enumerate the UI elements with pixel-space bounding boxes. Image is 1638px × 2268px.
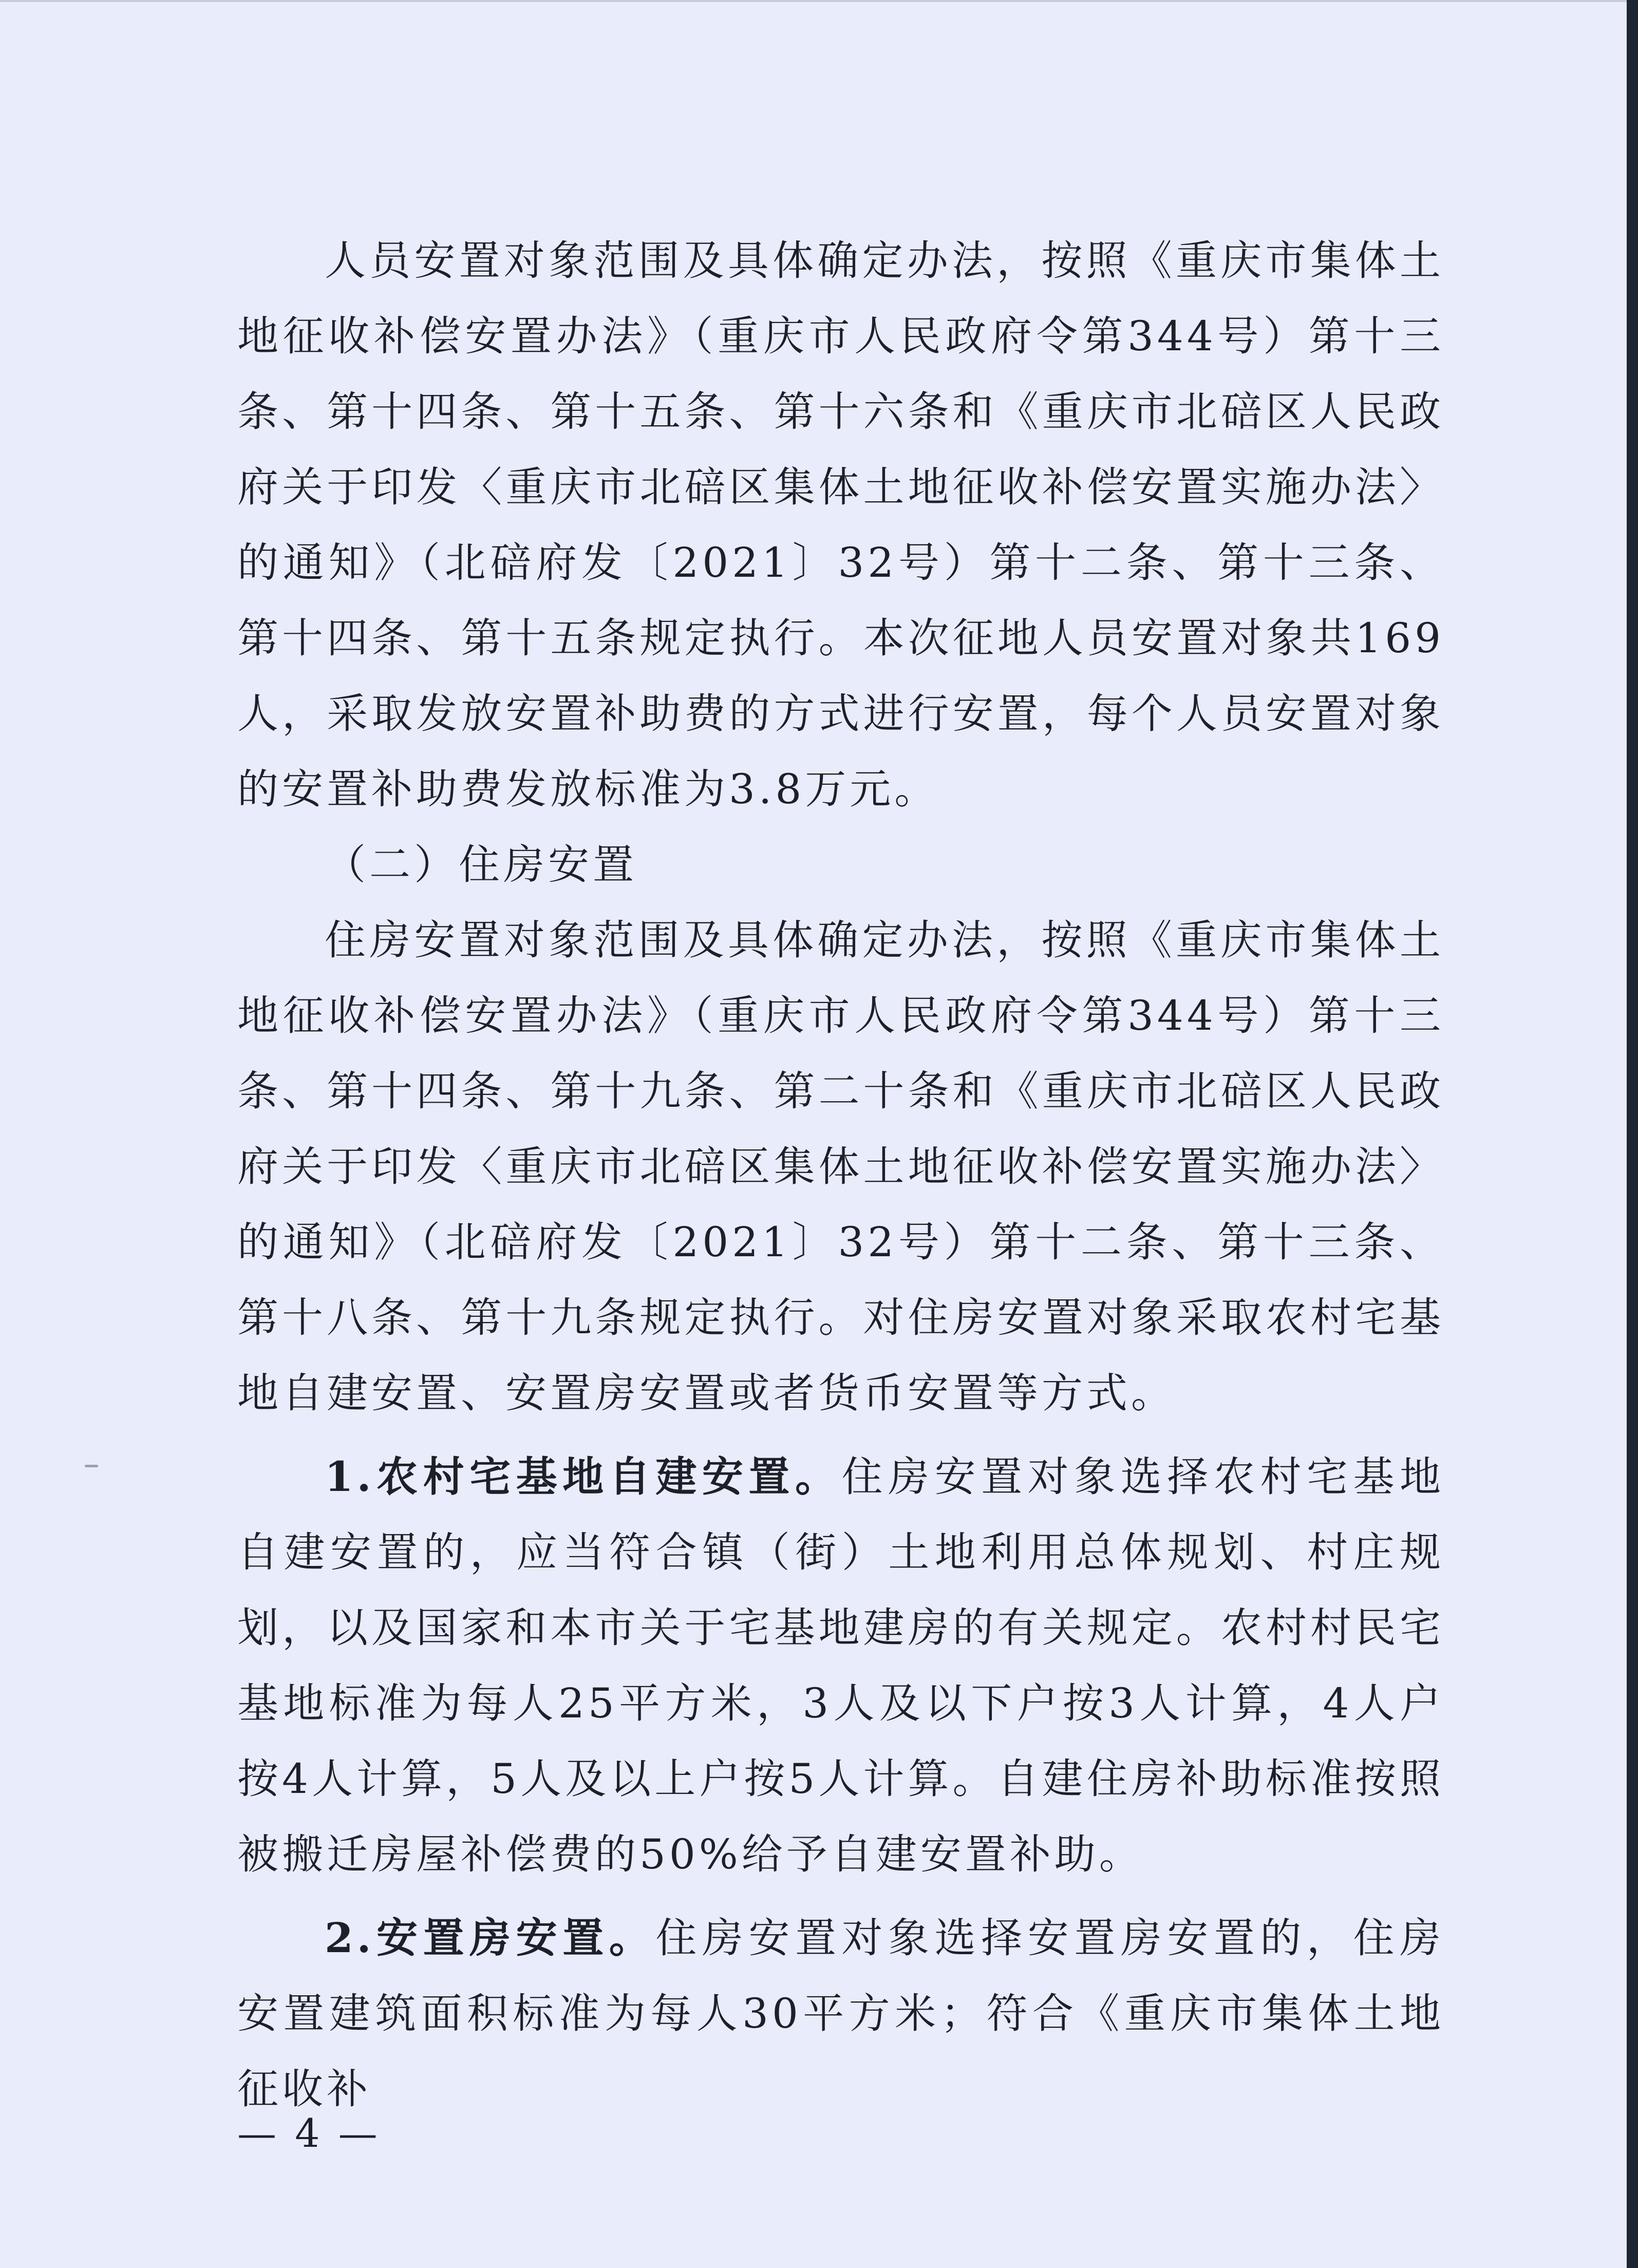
paragraph-item-resettlement-housing: [237, 1900, 1444, 2127]
scan-speck: [85, 1465, 98, 1467]
section-heading-housing: （二）住房安置: [325, 841, 637, 889]
scan-border: [1627, 0, 1638, 2268]
item-body-homestead: 住房安置对象选择农村宅基地自建安置的，应当符合镇（街）土地利用总体规划、村庄规划，以及国家和本市关于宅基地建房的有关规定。农村村民宅基地标准为每人25平方米，3人及以下户按3人计算，4人户按4人计算，5人及以上户按5人计算。自建住房补助标准按照被搬迁房屋补偿费的50%给予自建安置补助。: [237, 1453, 1445, 1878]
item-title-resettlement-housing: 2.安置房安置。: [325, 1914, 656, 1962]
item-body-resettlement-housing: 住房安置对象选择安置房安置的，住房安置建筑面积标准为每人30平方米；符合《重庆市集体土地征收补: [237, 1914, 1445, 2113]
page-number: — 4 —: [237, 2110, 381, 2156]
paragraph-item-homestead: [237, 1439, 1444, 1892]
paragraph-personnel-resettlement: 人员安置对象范围及具体确定办法，按照《重庆市集体土地征收补偿安置办法》（重庆市人民政府令第344号）第十三条、第十四条、第十五条、第十六条和《重庆市北碚区人民政府关于印发〈重庆市北碚区集体土地征收补偿安置实施办法〉的通知》（北碚府发〔2021〕32号）第十二条、第十三条、第十四条、第十五条规定执行。本次征地人员安置对象共169人，采取发放安置补助费的方式进行安置，每个人员安置对象的安置补助费发放标准为3.8万元。: [237, 237, 1444, 813]
paragraph-housing-resettlement: 住房安置对象范围及具体确定办法，按照《重庆市集体土地征收补偿安置办法》（重庆市人民政府令第344号）第十三条、第十四条、第十九条、第二十条和《重庆市北碚区人民政府关于印发〈重庆市北碚区集体土地征收补偿安置实施办法〉的通知》（北碚府发〔2021〕32号）第十二条、第十三条、第十八条、第十九条规定执行。对住房安置对象采取农村宅基地自建安置、安置房安置或者货币安置等方式。: [237, 916, 1444, 1417]
document-body: [237, 223, 1444, 2127]
item-title-homestead: 1.农村宅基地自建安置。: [325, 1452, 842, 1501]
